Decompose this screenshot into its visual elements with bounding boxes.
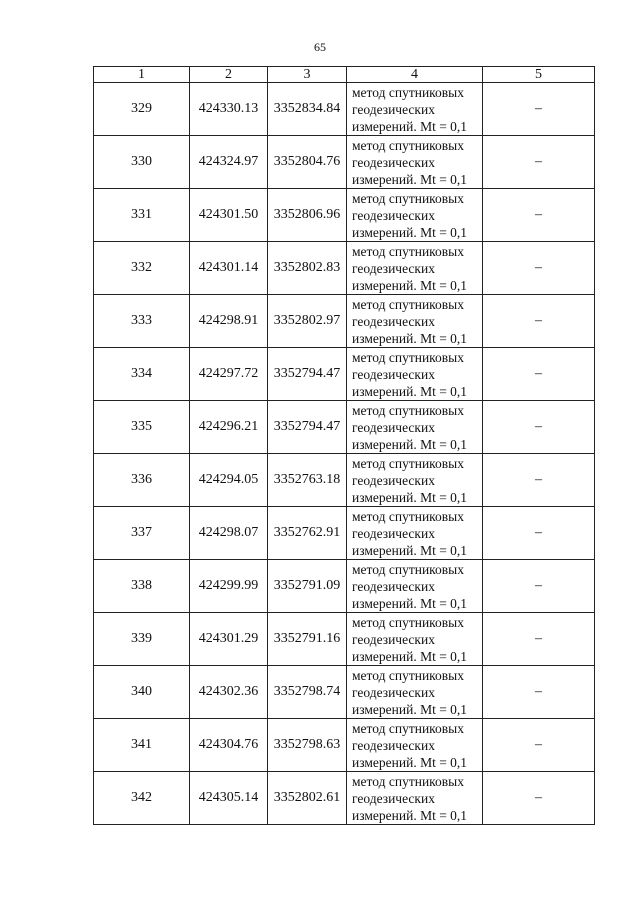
x-coordinate-cell: 424304.76: [190, 719, 268, 772]
x-coordinate-cell: 424298.07: [190, 507, 268, 560]
table-row: [94, 136, 595, 189]
method-cell: [347, 560, 483, 613]
method-line: метод спутниковых: [352, 508, 464, 524]
x-coordinate-cell: 424297.72: [190, 348, 268, 401]
page-number: 65: [314, 40, 326, 54]
y-coordinate-cell: 3352794.47: [268, 401, 347, 454]
point-number-cell: 339: [94, 613, 190, 666]
method-line: геодезических: [352, 154, 435, 170]
method-line: метод спутниковых: [352, 402, 464, 418]
method-line: геодезических: [352, 737, 435, 753]
y-coordinate-cell: 3352802.61: [268, 772, 347, 825]
method-line: метод спутниковых: [352, 243, 464, 259]
y-coordinate-cell: 3352794.47: [268, 348, 347, 401]
note-cell: –: [483, 560, 595, 613]
method-line: метод спутниковых: [352, 349, 464, 365]
method-cell: [347, 719, 483, 772]
note-cell: –: [483, 83, 595, 136]
y-coordinate-cell: 3352791.16: [268, 613, 347, 666]
table-row: [94, 348, 595, 401]
table-row: [94, 242, 595, 295]
note-cell: –: [483, 454, 595, 507]
x-coordinate-cell: 424301.50: [190, 189, 268, 242]
method-line: измерений. Mt = 0,1: [352, 330, 468, 346]
x-coordinate-cell: 424294.05: [190, 454, 268, 507]
point-number-cell: 340: [94, 666, 190, 719]
note-cell: –: [483, 242, 595, 295]
method-line: измерений. Mt = 0,1: [352, 648, 468, 664]
method-line: геодезических: [352, 366, 435, 382]
method-line: геодезических: [352, 578, 435, 594]
method-cell: [347, 613, 483, 666]
method-line: метод спутниковых: [352, 137, 464, 153]
y-coordinate-cell: 3352762.91: [268, 507, 347, 560]
table-row: [94, 719, 595, 772]
method-line: метод спутниковых: [352, 190, 464, 206]
note-cell: –: [483, 295, 595, 348]
point-number-cell: 333: [94, 295, 190, 348]
method-line: метод спутниковых: [352, 614, 464, 630]
y-coordinate-cell: 3352804.76: [268, 136, 347, 189]
point-number-cell: 330: [94, 136, 190, 189]
note-cell: –: [483, 348, 595, 401]
method-cell: [347, 242, 483, 295]
table-header: [94, 67, 595, 83]
method-line: измерений. Mt = 0,1: [352, 224, 468, 240]
header-col-2: 2: [190, 67, 268, 83]
point-number-cell: 341: [94, 719, 190, 772]
header-row: [94, 67, 595, 83]
y-coordinate-cell: 3352802.83: [268, 242, 347, 295]
header-col-5: 5: [483, 67, 595, 83]
table-row: [94, 613, 595, 666]
table-row: [94, 560, 595, 613]
method-line: геодезических: [352, 525, 435, 541]
method-line: метод спутниковых: [352, 773, 464, 789]
table-row: [94, 454, 595, 507]
table-row: [94, 295, 595, 348]
method-cell: [347, 136, 483, 189]
x-coordinate-cell: 424305.14: [190, 772, 268, 825]
note-cell: –: [483, 772, 595, 825]
method-line: метод спутниковых: [352, 720, 464, 736]
method-line: метод спутниковых: [352, 296, 464, 312]
method-line: измерений. Mt = 0,1: [352, 807, 468, 823]
table-row: [94, 666, 595, 719]
header-col-3: 3: [268, 67, 347, 83]
method-cell: [347, 772, 483, 825]
x-coordinate-cell: 424302.36: [190, 666, 268, 719]
method-cell: [347, 189, 483, 242]
y-coordinate-cell: 3352806.96: [268, 189, 347, 242]
method-line: измерений. Mt = 0,1: [352, 542, 468, 558]
method-line: геодезических: [352, 790, 435, 806]
method-line: измерений. Mt = 0,1: [352, 436, 468, 452]
coordinates-table: [93, 66, 595, 825]
method-cell: [347, 507, 483, 560]
method-line: геодезических: [352, 260, 435, 276]
method-line: геодезических: [352, 684, 435, 700]
method-line: метод спутниковых: [352, 455, 464, 471]
note-cell: –: [483, 666, 595, 719]
method-line: геодезических: [352, 419, 435, 435]
point-number-cell: 338: [94, 560, 190, 613]
method-cell: [347, 83, 483, 136]
method-line: метод спутниковых: [352, 561, 464, 577]
method-line: измерений. Mt = 0,1: [352, 277, 468, 293]
method-cell: [347, 454, 483, 507]
method-line: измерений. Mt = 0,1: [352, 489, 468, 505]
method-cell: [347, 666, 483, 719]
x-coordinate-cell: 424301.14: [190, 242, 268, 295]
point-number-cell: 334: [94, 348, 190, 401]
point-number-cell: 335: [94, 401, 190, 454]
method-cell: [347, 295, 483, 348]
x-coordinate-cell: 424330.13: [190, 83, 268, 136]
point-number-cell: 332: [94, 242, 190, 295]
point-number-cell: 337: [94, 507, 190, 560]
y-coordinate-cell: 3352791.09: [268, 560, 347, 613]
method-line: измерений. Mt = 0,1: [352, 754, 468, 770]
point-number-cell: 342: [94, 772, 190, 825]
table-row: [94, 189, 595, 242]
point-number-cell: 336: [94, 454, 190, 507]
note-cell: –: [483, 136, 595, 189]
method-line: метод спутниковых: [352, 667, 464, 683]
method-line: измерений. Mt = 0,1: [352, 118, 468, 134]
y-coordinate-cell: 3352802.97: [268, 295, 347, 348]
method-line: измерений. Mt = 0,1: [352, 701, 468, 717]
note-cell: –: [483, 719, 595, 772]
y-coordinate-cell: 3352763.18: [268, 454, 347, 507]
table-row: [94, 772, 595, 825]
method-line: геодезических: [352, 472, 435, 488]
note-cell: –: [483, 401, 595, 454]
method-line: измерений. Mt = 0,1: [352, 383, 468, 399]
method-line: геодезических: [352, 631, 435, 647]
method-line: геодезических: [352, 313, 435, 329]
method-cell: [347, 348, 483, 401]
method-line: геодезических: [352, 207, 435, 223]
method-line: измерений. Mt = 0,1: [352, 595, 468, 611]
table-row: [94, 401, 595, 454]
x-coordinate-cell: 424296.21: [190, 401, 268, 454]
header-col-1: 1: [94, 67, 190, 83]
header-col-4: 4: [347, 67, 483, 83]
point-number-cell: 331: [94, 189, 190, 242]
method-line: геодезических: [352, 101, 435, 117]
y-coordinate-cell: 3352798.74: [268, 666, 347, 719]
method-line: измерений. Mt = 0,1: [352, 171, 468, 187]
x-coordinate-cell: 424298.91: [190, 295, 268, 348]
note-cell: –: [483, 507, 595, 560]
note-cell: –: [483, 189, 595, 242]
x-coordinate-cell: 424301.29: [190, 613, 268, 666]
point-number-cell: 329: [94, 83, 190, 136]
method-cell: [347, 401, 483, 454]
y-coordinate-cell: 3352834.84: [268, 83, 347, 136]
note-cell: –: [483, 613, 595, 666]
table-row: [94, 507, 595, 560]
table-body: [94, 83, 595, 825]
x-coordinate-cell: 424324.97: [190, 136, 268, 189]
table-row: [94, 83, 595, 136]
method-line: метод спутниковых: [352, 84, 464, 100]
x-coordinate-cell: 424299.99: [190, 560, 268, 613]
y-coordinate-cell: 3352798.63: [268, 719, 347, 772]
